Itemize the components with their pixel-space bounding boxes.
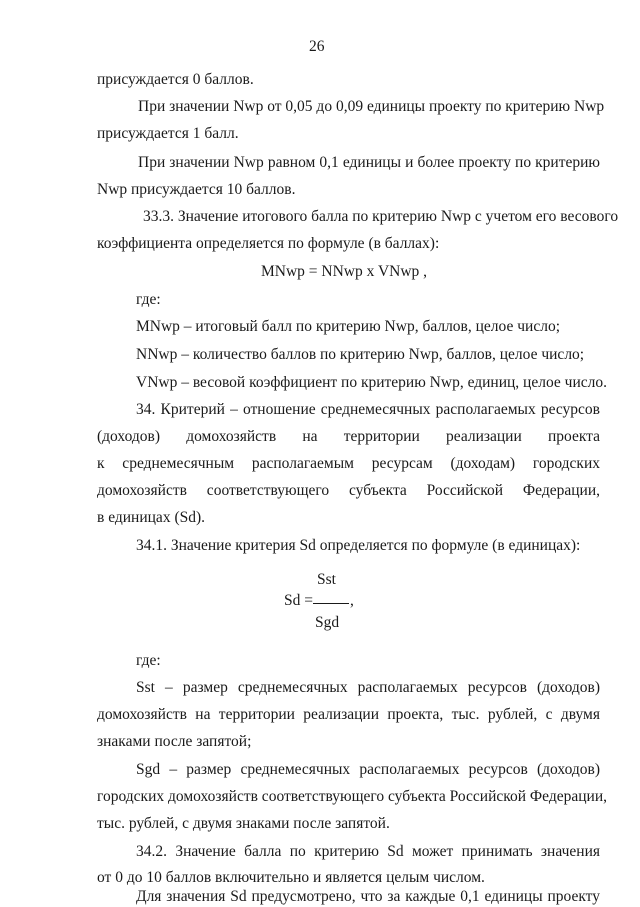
definition-line: VNwp – весовой коэффициент по критерию Nwp, единиц, целое число. [136, 374, 607, 391]
text-line: присуждается 0 баллов. [97, 71, 254, 88]
text-line: 34. Критерий – отношение среднемесячных располагаемых ресурсов [136, 401, 600, 418]
fraction-bar [313, 603, 349, 604]
definition-line: МNwp – итоговый балл по критерию Nwp, баллов, целое число; [136, 318, 560, 335]
formula-sd-trailing: , [350, 592, 354, 609]
text-line: коэффициента определяется по формуле (в баллах): [97, 235, 440, 252]
text-line: 33.3. Значение итогового балла по критерию Nwp с учетом его весового [143, 208, 619, 225]
formula-sd-denominator: Sgd [315, 614, 340, 631]
text-line: тыс. рублей, с двумя знаками после запятой. [97, 815, 390, 832]
formula-mnwp: МNwp = NNwp x VNwp , [261, 263, 428, 280]
text-line: в единицах (Sd). [97, 509, 206, 526]
text-line: Sgd – размер среднемесячных располагаемых ресурсов (доходов) [136, 761, 600, 778]
text-line: городских домохозяйств соответствующего субъекта Российской Федерации, [97, 788, 608, 805]
definition-line: NNwp – количество баллов по критерию Nwp, баллов, целое число; [136, 346, 585, 363]
text-line: При значении Nwp от 0,05 до 0,09 единицы проекту по критерию Nwp [138, 98, 605, 115]
text-line: присуждается 1 балл. [97, 125, 239, 142]
page-number: 26 [309, 38, 325, 55]
text-line: Sst – размер среднемесячных располагаемых ресурсов (доходов) [136, 679, 600, 696]
text-line: 34.2. Значение балла по критерию Sd может принимать значения [136, 843, 600, 860]
text-line: знаками после запятой; [97, 733, 252, 750]
text-line: Nwp присуждается 10 баллов. [97, 181, 296, 198]
text-line: (доходов) домохозяйств на территории реализации проекта [97, 428, 600, 445]
text-line: Для значения Sd предусмотрено, что за каждые 0,1 единицы проекту [136, 888, 600, 905]
text-line: домохозяйств соответствующего субъекта Российской Федерации, [97, 482, 600, 499]
text-line: где: [136, 652, 161, 669]
text-line: При значении Nwp равном 0,1 единицы и более проекту по критерию [138, 154, 600, 171]
formula-sd-lhs: Sd = [284, 592, 313, 609]
text-line: 34.1. Значение критерия Sd определяется по формуле (в единицах): [136, 537, 581, 554]
formula-sd-numerator: Sst [317, 571, 336, 588]
text-line: домохозяйств на территории реализации проекта, тыс. рублей, с двумя [97, 706, 600, 723]
text-line: где: [136, 291, 161, 308]
text-line: от 0 до 10 баллов включительно и является целым числом. [97, 869, 485, 886]
text-line: к среднемесячным располагаемым ресурсам (доходам) городских [97, 455, 600, 472]
